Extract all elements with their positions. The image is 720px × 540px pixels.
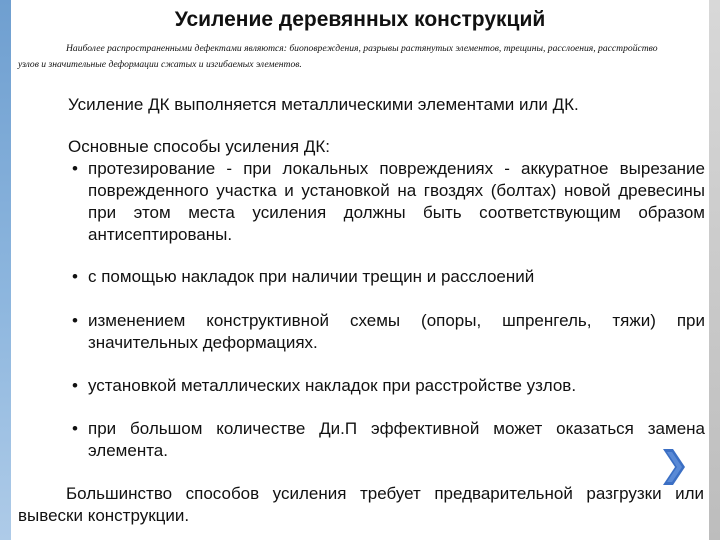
bullet-text: с помощью накладок при наличии трещин и расслоений: [88, 267, 535, 286]
bullet-item: [72, 310, 705, 354]
bullet-text: при большом количестве Ди.П эффективной может оказаться замена элемента.: [88, 419, 705, 460]
paragraph-methods-heading: Основные способы усиления ДК:: [68, 137, 330, 156]
bullet-text: изменением конструктивной схемы (опоры, шпренгель, тяжи) при значительных деформациях.: [88, 311, 705, 352]
bullet-item: [72, 375, 705, 397]
right-accent-bar: [709, 0, 720, 540]
intro-line-2: узлов и значительные деформации сжатых и изгибаемых элементов.: [18, 59, 302, 70]
bullet-dot: •: [72, 159, 78, 178]
bullet-dot: •: [72, 311, 78, 330]
chevron-right-icon[interactable]: [655, 447, 689, 487]
intro-line-1: Наиболее распространенными дефектами являются: биоповреждения, разрывы растянутых элементов, трещины, расслоения, расстройство: [66, 43, 658, 54]
bullet-item: [72, 266, 705, 288]
bullet-item: [72, 158, 705, 246]
bullet-text: установкой металлических накладок при расстройстве узлов.: [88, 376, 577, 395]
paragraph-conclusion: Большинство способов усиления требует предварительной разгрузки или вывески конструкции.: [18, 484, 704, 525]
bullet-text: протезирование - при локальных повреждениях - аккуратное вырезание поврежденного участка и установкой на гвоздях (болтах) новой древесины при этом места усиления должны быть соответствующим образом антисептированы.: [88, 159, 705, 244]
left-accent-bar: [0, 0, 11, 540]
bullet-item: [72, 418, 705, 462]
paragraph-reinforcement: Усиление ДК выполняется металлическими элементами или ДК.: [68, 95, 579, 114]
intro-text: [18, 41, 704, 73]
bullet-dot: •: [72, 376, 78, 395]
slide-title: Усиление деревянных конструкций: [174, 8, 546, 31]
bullet-dot: •: [72, 267, 78, 286]
bullet-dot: •: [72, 419, 78, 438]
